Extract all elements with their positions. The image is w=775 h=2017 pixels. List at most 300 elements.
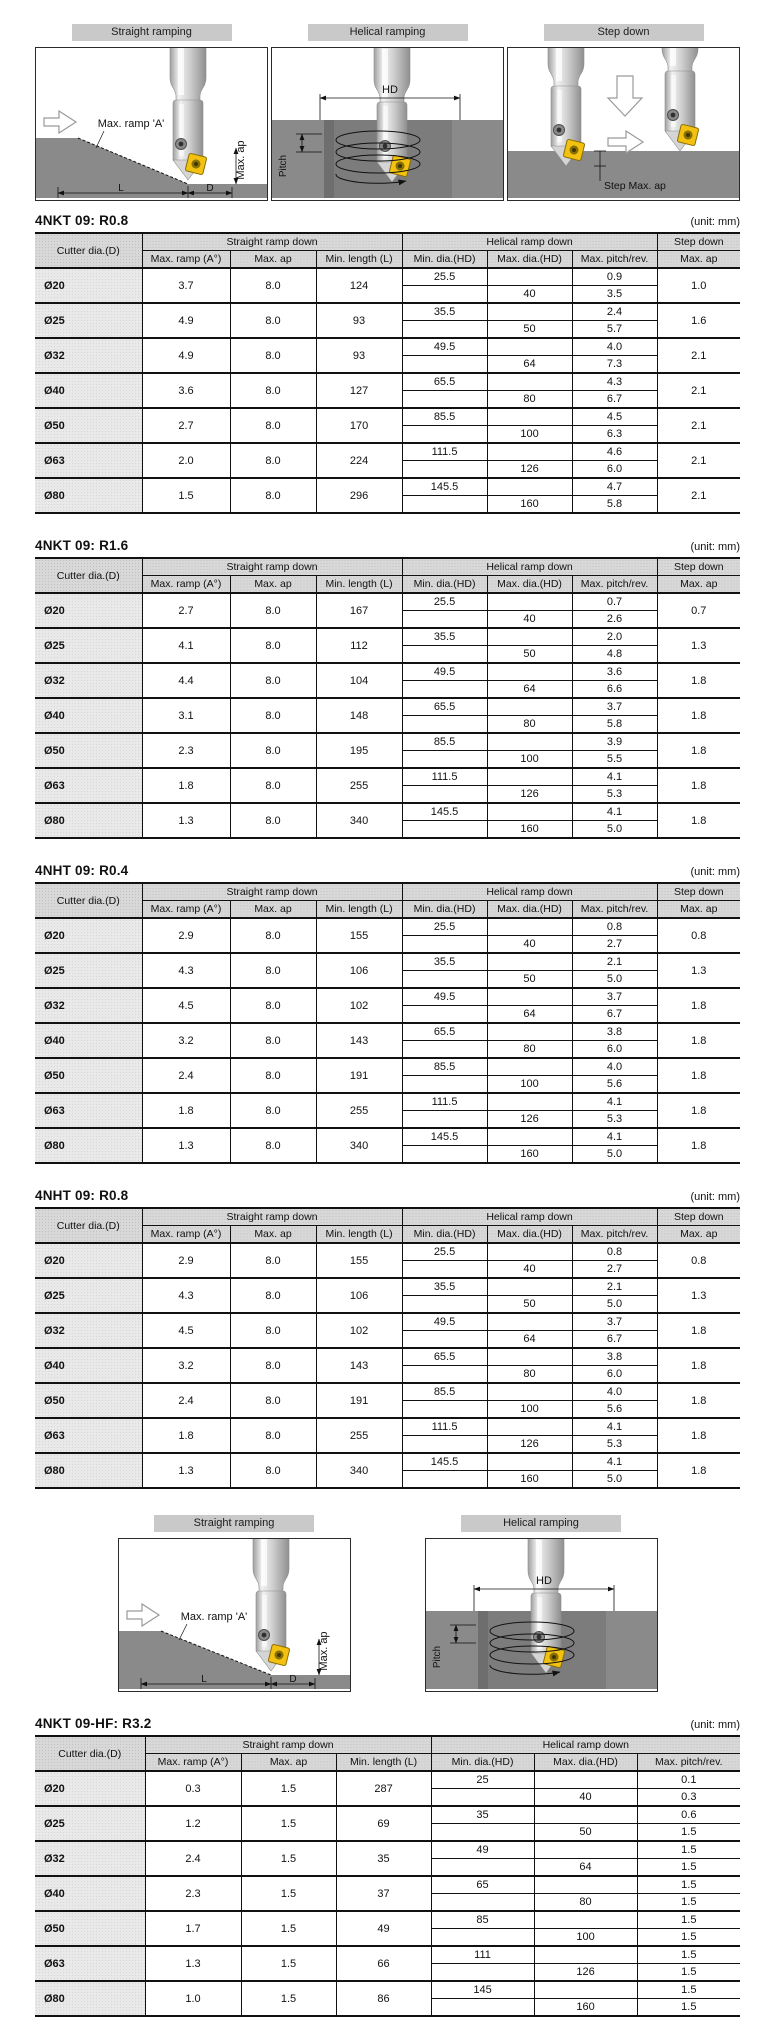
table-row: [35, 1771, 740, 1789]
max-ap-cell: 8.0: [230, 698, 316, 733]
max-ap-cell: 8.0: [230, 953, 316, 988]
max-dia-cell: 160: [487, 496, 572, 514]
pitch-at-min-cell: 4.3: [572, 373, 657, 391]
panel-straight-ramping-hf: [118, 1515, 351, 1692]
pitch-at-min-cell: 0.7: [572, 593, 657, 611]
min-dia-cell: 85.5: [402, 408, 487, 426]
min-dia-cell-empty: [431, 1999, 534, 2017]
pitch-at-min-cell: 0.1: [637, 1771, 740, 1789]
min-length-cell: 143: [316, 1023, 402, 1058]
max-ramp-header: Max. ramp (A°): [142, 1226, 230, 1244]
straight-ramp-group-header: Straight ramp down: [142, 883, 402, 901]
max-dia-cell-empty: [534, 1806, 637, 1824]
pitch-at-min-cell: 4.1: [572, 1418, 657, 1436]
min-dia-cell: 145.5: [402, 803, 487, 821]
cutter-dia-header: Cutter dia.(D): [35, 883, 142, 918]
min-length-header: Min. length (L): [336, 1754, 431, 1772]
cutter-dia-cell: Ø32: [35, 338, 142, 373]
max-dia-cell: 64: [487, 1006, 572, 1024]
step-max-ap-cell: 1.3: [657, 1278, 740, 1313]
helical-ramping-diagram: [425, 1538, 658, 1692]
pitch-at-max-cell: 1.5: [637, 1824, 740, 1842]
max-ap-header: Max. ap: [241, 1754, 336, 1772]
min-length-cell: 167: [316, 593, 402, 628]
pitch-at-max-cell: 2.7: [572, 1261, 657, 1279]
max-ap-cell: 8.0: [230, 443, 316, 478]
cutter-dia-cell: Ø40: [35, 373, 142, 408]
table-row: [35, 953, 740, 971]
max-dia-cell-empty: [487, 1348, 572, 1366]
max-dia-cell: 100: [487, 1076, 572, 1094]
max-dia-header: Max. dia.(HD): [487, 251, 572, 269]
pitch-at-max-cell: 7.3: [572, 356, 657, 374]
pitch-at-min-cell: 4.0: [572, 338, 657, 356]
max-ap-cell: 8.0: [230, 1243, 316, 1278]
table-row: [35, 1348, 740, 1366]
pitch-at-max-cell: 5.5: [572, 751, 657, 769]
max-ramp-cell: 2.4: [145, 1841, 241, 1876]
max-dia-cell-empty: [487, 1383, 572, 1401]
max-ramp-cell: 3.2: [142, 1348, 230, 1383]
min-length-cell: 102: [316, 988, 402, 1023]
pitch-at-max-cell: 6.0: [572, 461, 657, 479]
pitch-at-min-cell: 3.8: [572, 1023, 657, 1041]
max-dia-cell-empty: [487, 733, 572, 751]
max-dia-cell-empty: [487, 593, 572, 611]
max-dia-cell-empty: [487, 1453, 572, 1471]
max-dia-cell: 126: [534, 1964, 637, 1982]
min-length-cell: 112: [316, 628, 402, 663]
pitch-at-min-cell: 4.6: [572, 443, 657, 461]
max-dia-cell-empty: [487, 918, 572, 936]
max-ap-label: Max. ap: [317, 1631, 330, 1671]
step-max-ap-cell: 1.8: [657, 663, 740, 698]
pitch-at-max-cell: 5.6: [572, 1401, 657, 1419]
min-length-cell: 191: [316, 1383, 402, 1418]
min-length-cell: 106: [316, 1278, 402, 1313]
table-row: [35, 303, 740, 321]
cutter-dia-header: Cutter dia.(D): [35, 233, 142, 268]
max-ramp-header: Max. ramp (A°): [145, 1754, 241, 1772]
pitch-at-max-cell: 2.7: [572, 936, 657, 954]
max-dia-cell: 50: [487, 1296, 572, 1314]
max-ramp-cell: 2.0: [142, 443, 230, 478]
length-dim-label: L: [118, 183, 124, 194]
max-dia-cell: 100: [487, 426, 572, 444]
pitch-at-max-cell: 6.3: [572, 426, 657, 444]
straight-ramping-diagram: [118, 1538, 351, 1692]
min-length-cell: 124: [316, 268, 402, 303]
pitch-at-min-cell: 4.5: [572, 408, 657, 426]
max-dia-cell-empty: [487, 988, 572, 1006]
pitch-at-max-cell: 4.8: [572, 646, 657, 664]
max-dia-cell-empty: [487, 268, 572, 286]
top-diagrams: [35, 0, 740, 201]
min-length-cell: 255: [316, 768, 402, 803]
cutter-dia-cell: Ø40: [35, 1023, 142, 1058]
pitch-at-max-cell: 5.8: [572, 716, 657, 734]
min-dia-cell: 65.5: [402, 373, 487, 391]
min-dia-cell-empty: [402, 1366, 487, 1384]
min-dia-cell-empty: [402, 971, 487, 989]
min-length-cell: 106: [316, 953, 402, 988]
table-row: [35, 408, 740, 426]
max-pitch-header: Max. pitch/rev.: [572, 901, 657, 919]
min-length-cell: 93: [316, 303, 402, 338]
min-dia-cell: 111.5: [402, 443, 487, 461]
max-ap-cell: 8.0: [230, 1313, 316, 1348]
min-length-cell: 155: [316, 918, 402, 953]
pitch-at-min-cell: 4.1: [572, 1128, 657, 1146]
max-ap-cell: 8.0: [230, 768, 316, 803]
max-ramp-cell: 2.3: [142, 733, 230, 768]
max-dia-cell: 50: [487, 971, 572, 989]
max-ramp-cell: 1.2: [145, 1806, 241, 1841]
min-dia-cell: 35: [431, 1806, 534, 1824]
step-max-ap-cell: 1.3: [657, 628, 740, 663]
ramping-data-table: [35, 1207, 740, 1489]
pitch-at-min-cell: 1.5: [637, 1946, 740, 1964]
max-ap-cell: 1.5: [241, 1876, 336, 1911]
max-ramp-cell: 3.7: [142, 268, 230, 303]
max-ramp-cell: 2.3: [145, 1876, 241, 1911]
straight-ramping-drawing: [36, 48, 267, 198]
max-ap-cell: 8.0: [230, 663, 316, 698]
min-dia-cell: 145.5: [402, 478, 487, 496]
cutter-dia-cell: Ø50: [35, 1058, 142, 1093]
max-ap-header: Max. ap: [230, 251, 316, 269]
step-max-ap-cell: 1.8: [657, 1023, 740, 1058]
pitch-at-max-cell: 6.0: [572, 1366, 657, 1384]
min-length-cell: 340: [316, 803, 402, 838]
pitch-at-min-cell: 3.8: [572, 1348, 657, 1366]
right-arrow-icon: [608, 131, 643, 153]
table-row: [35, 698, 740, 716]
table-row: [35, 1453, 740, 1471]
step-max-ap-header: Max. ap: [657, 576, 740, 594]
max-dia-cell: 100: [534, 1929, 637, 1947]
min-length-header: Min. length (L): [316, 1226, 402, 1244]
min-dia-cell-empty: [402, 681, 487, 699]
max-ap-cell: 8.0: [230, 408, 316, 443]
pitch-at-min-cell: 4.1: [572, 1093, 657, 1111]
pitch-at-max-cell: 1.5: [637, 1894, 740, 1912]
step-max-ap-cell: 2.1: [657, 478, 740, 513]
max-ap-cell: 8.0: [230, 268, 316, 303]
max-ap-cell: 8.0: [230, 918, 316, 953]
max-dia-cell: 64: [487, 681, 572, 699]
max-dia-cell: 64: [487, 356, 572, 374]
max-dia-cell: 40: [487, 1261, 572, 1279]
cutter-dia-cell: Ø32: [35, 988, 142, 1023]
table-title: 4NKT 09: R0.8: [35, 213, 129, 228]
max-dia-cell: 80: [487, 391, 572, 409]
min-dia-cell: 25.5: [402, 1243, 487, 1261]
min-dia-cell-empty: [402, 286, 487, 304]
max-ramp-cell: 4.4: [142, 663, 230, 698]
cutter-dia-cell: Ø32: [35, 1313, 142, 1348]
panel-label: Helical ramping: [461, 1515, 621, 1532]
max-ap-cell: 8.0: [230, 478, 316, 513]
max-dia-cell: 80: [487, 1366, 572, 1384]
pitch-at-min-cell: 4.7: [572, 478, 657, 496]
cutter-dia-cell: Ø63: [35, 1418, 142, 1453]
pitch-at-min-cell: 1.5: [637, 1911, 740, 1929]
ramping-data-table-container: [35, 557, 740, 839]
min-length-cell: 195: [316, 733, 402, 768]
cutter-dia-header: Cutter dia.(D): [35, 1208, 142, 1243]
min-dia-cell: 111.5: [402, 1093, 487, 1111]
max-dia-header: Max. dia.(HD): [534, 1754, 637, 1772]
pitch-at-max-cell: 1.5: [637, 1859, 740, 1877]
table-row: [35, 1876, 740, 1894]
max-dia-cell: 64: [534, 1859, 637, 1877]
table-row: [35, 478, 740, 496]
pitch-label: Pitch: [431, 1645, 443, 1669]
table-row: [35, 663, 740, 681]
min-dia-cell-empty: [402, 356, 487, 374]
step-max-ap-cell: 0.8: [657, 918, 740, 953]
max-ap-cell: 8.0: [230, 628, 316, 663]
max-ramp-cell: 1.8: [142, 1093, 230, 1128]
step-max-ap-cell: 2.1: [657, 338, 740, 373]
min-dia-cell: 49.5: [402, 338, 487, 356]
table-block-1: [35, 213, 740, 514]
min-dia-cell-empty: [431, 1789, 534, 1807]
cutter-dia-cell: Ø50: [35, 1383, 142, 1418]
ramping-data-table: [35, 557, 740, 839]
min-dia-cell-empty: [402, 751, 487, 769]
cutter-dia-header: Cutter dia.(D): [35, 558, 142, 593]
feed-arrow-icon: [127, 1604, 159, 1626]
max-ramp-cell: 4.3: [142, 1278, 230, 1313]
panel-helical-ramping: [271, 24, 504, 201]
min-length-cell: 49: [336, 1911, 431, 1946]
feed-arrow-icon: [44, 111, 76, 133]
max-ap-cell: 8.0: [230, 1278, 316, 1313]
min-dia-cell-empty: [402, 1146, 487, 1164]
cutter-dia-cell: Ø40: [35, 1876, 145, 1911]
cutter-dia-cell: Ø63: [35, 768, 142, 803]
pitch-at-max-cell: 5.7: [572, 321, 657, 339]
min-dia-cell: 85.5: [402, 733, 487, 751]
cutter-dia-cell: Ø40: [35, 1348, 142, 1383]
max-dia-cell-empty: [487, 478, 572, 496]
max-ramp-cell: 2.4: [142, 1058, 230, 1093]
max-ramp-cell: 4.5: [142, 1313, 230, 1348]
min-dia-cell: 49.5: [402, 1313, 487, 1331]
straight-ramping-drawing: [119, 1539, 350, 1689]
pitch-at-max-cell: 1.5: [637, 1999, 740, 2017]
pitch-at-min-cell: 3.6: [572, 663, 657, 681]
step-max-ap-header: Max. ap: [657, 901, 740, 919]
table-row: [35, 733, 740, 751]
pitch-at-max-cell: 5.0: [572, 1471, 657, 1489]
ramping-data-table-container: [35, 1735, 740, 2017]
step-max-ap-cell: 1.6: [657, 303, 740, 338]
min-dia-cell: 49.5: [402, 663, 487, 681]
pitch-at-min-cell: 2.4: [572, 303, 657, 321]
ramping-data-table-container: [35, 1207, 740, 1489]
max-pitch-header: Max. pitch/rev.: [572, 251, 657, 269]
min-dia-header: Min. dia.(HD): [402, 251, 487, 269]
max-dia-cell-empty: [487, 698, 572, 716]
step-max-ap-cell: 0.7: [657, 593, 740, 628]
pitch-at-min-cell: 3.7: [572, 988, 657, 1006]
min-length-cell: 148: [316, 698, 402, 733]
min-dia-cell: 65.5: [402, 698, 487, 716]
pitch-at-max-cell: 5.3: [572, 786, 657, 804]
min-dia-cell: 111.5: [402, 768, 487, 786]
cutter-dia-cell: Ø20: [35, 1243, 142, 1278]
ramping-data-table-container: [35, 232, 740, 514]
max-ap-cell: 8.0: [230, 988, 316, 1023]
cutter-dia-cell: Ø80: [35, 803, 142, 838]
cutter-dia-cell: Ø40: [35, 698, 142, 733]
max-ramp-cell: 4.9: [142, 303, 230, 338]
min-length-cell: 255: [316, 1418, 402, 1453]
max-dia-cell: 40: [487, 611, 572, 629]
min-dia-cell: 85.5: [402, 1058, 487, 1076]
cutter-dia-cell: Ø80: [35, 1453, 142, 1488]
min-dia-cell-empty: [431, 1894, 534, 1912]
down-arrow-icon: [608, 76, 642, 116]
helical-ramping-drawing: [272, 48, 503, 198]
helical-ramp-group-header: Helical ramp down: [402, 233, 657, 251]
max-dia-cell: 50: [487, 321, 572, 339]
step-down-group-header: Step down: [657, 558, 740, 576]
min-length-cell: 37: [336, 1876, 431, 1911]
min-length-cell: 255: [316, 1093, 402, 1128]
max-dia-cell: 126: [487, 786, 572, 804]
unit-label: (unit: mm): [690, 1191, 740, 1203]
max-ramp-cell: 3.1: [142, 698, 230, 733]
cutter-dia-cell: Ø80: [35, 1981, 145, 2016]
min-dia-header: Min. dia.(HD): [431, 1754, 534, 1772]
max-dia-cell-empty: [487, 303, 572, 321]
max-ramp-cell: 1.7: [145, 1911, 241, 1946]
table-title: 4NHT 09: R0.8: [35, 1188, 129, 1203]
max-dia-cell-empty: [487, 1058, 572, 1076]
max-dia-cell-empty: [534, 1876, 637, 1894]
min-length-cell: 102: [316, 1313, 402, 1348]
cutter-dia-cell: Ø63: [35, 443, 142, 478]
min-dia-cell: 35.5: [402, 303, 487, 321]
max-ap-cell: 1.5: [241, 1771, 336, 1806]
max-ap-header: Max. ap: [230, 576, 316, 594]
max-dia-cell: 64: [487, 1331, 572, 1349]
cutter-dia-cell: Ø80: [35, 478, 142, 513]
max-dia-cell-empty: [487, 408, 572, 426]
unit-label: (unit: mm): [690, 1719, 740, 1731]
cutter-dia-cell: Ø25: [35, 953, 142, 988]
hd-dim-label: HD: [382, 84, 398, 96]
max-dia-cell-empty: [487, 1418, 572, 1436]
ramping-data-table-container: [35, 882, 740, 1164]
min-dia-cell: 25.5: [402, 918, 487, 936]
max-pitch-header: Max. pitch/rev.: [572, 1226, 657, 1244]
min-dia-cell: 65: [431, 1876, 534, 1894]
min-length-cell: 191: [316, 1058, 402, 1093]
pitch-at-min-cell: 0.8: [572, 1243, 657, 1261]
max-ramp-cell: 4.1: [142, 628, 230, 663]
max-ramp-cell: 4.5: [142, 988, 230, 1023]
min-dia-cell-empty: [402, 1041, 487, 1059]
panel-helical-ramping-hf: [425, 1515, 658, 1692]
cutter-dia-cell: Ø20: [35, 593, 142, 628]
pitch-at-max-cell: 5.3: [572, 1111, 657, 1129]
step-down-group-header: Step down: [657, 233, 740, 251]
max-ap-cell: 8.0: [230, 1418, 316, 1453]
unit-label: (unit: mm): [690, 216, 740, 228]
pitch-at-min-cell: 1.5: [637, 1981, 740, 1999]
max-ap-label: Max. ap: [235, 140, 247, 180]
ramping-data-table: [35, 1735, 740, 2017]
max-dia-cell-empty: [487, 338, 572, 356]
table-row: [35, 1278, 740, 1296]
min-length-header: Min. length (L): [316, 901, 402, 919]
max-dia-cell: 40: [487, 286, 572, 304]
min-length-cell: 340: [316, 1128, 402, 1163]
max-dia-cell: 100: [487, 751, 572, 769]
cutter-dia-cell: Ø32: [35, 663, 142, 698]
min-length-cell: 86: [336, 1981, 431, 2016]
table-row: [35, 1128, 740, 1146]
max-ramp-cell: 3.6: [142, 373, 230, 408]
step-max-ap-cell: 1.8: [657, 1058, 740, 1093]
max-ramp-cell: 4.3: [142, 953, 230, 988]
max-dia-cell-empty: [487, 953, 572, 971]
min-dia-cell: 49.5: [402, 988, 487, 1006]
pitch-at-min-cell: 2.1: [572, 1278, 657, 1296]
table-row: [35, 1023, 740, 1041]
step-down-group-header: Step down: [657, 883, 740, 901]
max-dia-cell: 160: [487, 1471, 572, 1489]
max-dia-cell: 40: [534, 1789, 637, 1807]
max-dia-cell-empty: [534, 1946, 637, 1964]
ramping-data-table: [35, 232, 740, 514]
max-ramp-cell: 1.3: [145, 1946, 241, 1981]
min-dia-cell-empty: [402, 1261, 487, 1279]
table-row: [35, 338, 740, 356]
max-dia-cell: 100: [487, 1401, 572, 1419]
max-ap-cell: 8.0: [230, 1128, 316, 1163]
helical-ramping-diagram: [271, 47, 504, 201]
min-dia-cell: 65.5: [402, 1348, 487, 1366]
min-length-cell: 69: [336, 1806, 431, 1841]
min-length-cell: 93: [316, 338, 402, 373]
cutter-dia-cell: Ø50: [35, 1911, 145, 1946]
max-dia-cell-empty: [487, 663, 572, 681]
table-title: 4NKT 09-HF: R3.2: [35, 1716, 152, 1731]
max-ramp-header: Max. ramp (A°): [142, 251, 230, 269]
step-max-ap-cell: 1.8: [657, 988, 740, 1023]
max-ap-cell: 8.0: [230, 1453, 316, 1488]
cutter-dia-cell: Ø50: [35, 408, 142, 443]
max-ap-cell: 8.0: [230, 593, 316, 628]
max-dia-header: Max. dia.(HD): [487, 576, 572, 594]
min-length-cell: 143: [316, 1348, 402, 1383]
min-dia-cell-empty: [402, 321, 487, 339]
pitch-at-max-cell: 1.5: [637, 1929, 740, 1947]
cutter-dia-cell: Ø20: [35, 1771, 145, 1806]
pitch-at-min-cell: 4.0: [572, 1058, 657, 1076]
step-max-ap-cell: 0.8: [657, 1243, 740, 1278]
table-title: 4NHT 09: R0.4: [35, 863, 129, 878]
cutter-dia-cell: Ø63: [35, 1093, 142, 1128]
max-ap-cell: 8.0: [230, 1023, 316, 1058]
max-ap-cell: 1.5: [241, 1841, 336, 1876]
